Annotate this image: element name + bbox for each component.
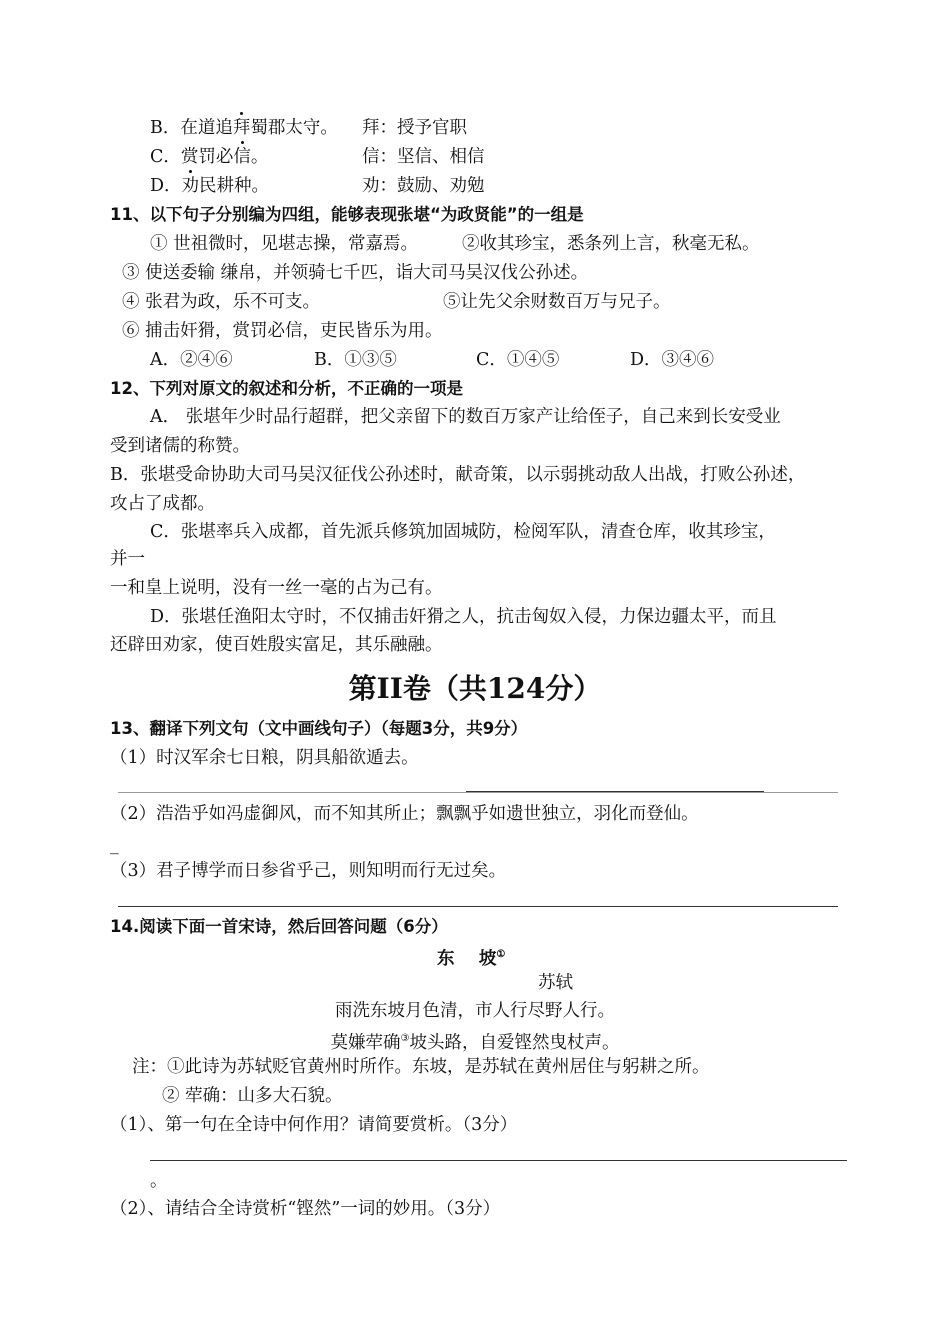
q12-option-c-line1: C．张堪率兵入成都，首先派兵修筑加固城防，检阅军队，清查仓库，收其珍宝， (150, 522, 776, 542)
q11-sentence-3: ③ 使送委输 缣帛，并领骑七千匹，诣大司马吴汉伐公孙述。 (122, 263, 589, 283)
q13-sentence-2: （2）浩浩乎如冯虚御风，而不知其所止；飘飘乎如遗世独立，羽化而登仙。 (110, 804, 699, 824)
q10-d-text-left: D． (150, 176, 182, 196)
poem-line-2-note: ③ (400, 1033, 410, 1044)
poem-author: 苏轼 (538, 973, 573, 993)
q14-subquestion-1-end: 。 (150, 1171, 168, 1191)
q10-b-text-right: 蜀郡太守。 (250, 118, 338, 138)
poem-title-text: 东 坡 (437, 948, 497, 969)
poem-title (437, 944, 505, 970)
answer-line-q14-1[interactable] (150, 1160, 847, 1161)
poem-note-1: 注：①此诗为苏轼贬官黄州时所作。东坡，是苏轼在黄州居住与躬耕之所。 (132, 1057, 710, 1077)
q10-d-emphasis: 劝 (181, 176, 200, 196)
q13-sentence-2-tail: _ (110, 835, 119, 855)
section-title: 第II卷（共124分） (348, 672, 602, 705)
q11-option-b: B．①③⑤ (314, 350, 397, 370)
q11-sentence-4: ④ 张君为政，乐不可支。 (122, 292, 321, 312)
answer-line-1-emphasis (466, 791, 764, 792)
q12-option-d-line2: 还辟田劝家，使百姓殷实富足，其乐融融。 (110, 635, 443, 655)
q13-sentence-1: （1）时汉军余七日粮，阴具船欲遁去。 (110, 748, 419, 768)
q12-option-a-line1: A． 张堪年少时品行超群，把父亲留下的数百万家产让给侄子，自己来到长安受业 (150, 407, 781, 427)
poem-note-2: ② 荦确：山多大石貌。 (162, 1086, 343, 1106)
q10-c-text-left: C．赏罚必 (150, 147, 234, 167)
q14-stem: 14.阅读下面一首宋诗，然后回答问题（6分） (110, 917, 448, 936)
q10-option-b (150, 117, 338, 139)
q12-option-a-line2: 受到诸儒的称赞。 (110, 436, 250, 456)
q14-subquestion-1: （1）、第一句在全诗中何作用？请简要赏析。（3分） (110, 1115, 518, 1135)
q11-sentence-2: ②收其珍宝，悉条列上言，秋毫无私。 (462, 234, 760, 254)
q10-option-d-gloss: 劝：鼓励、劝勉 (362, 176, 485, 196)
q10-option-c-gloss: 信：坚信、相信 (362, 147, 485, 167)
q10-option-c (150, 146, 268, 168)
q11-sentence-5: ⑤让先父余财数百万与兄子。 (443, 292, 671, 312)
q12-option-b-line1: B．张堪受命协助大司马吴汉征伐公孙述时，献奇策，以示弱挑动敌人出战，打败公孙述， (110, 465, 806, 485)
poem-title-note: ① (496, 949, 506, 960)
q12-option-c-line2: 并一 (110, 549, 145, 569)
q13-sentence-3: （3）君子博学而日参省乎己，则知明而行无过矣。 (110, 861, 507, 881)
q10-c-emphasis: 信 (233, 147, 251, 167)
answer-line-1[interactable] (118, 792, 838, 793)
q11-stem: 11、以下句子分别编为四组，能够表现张堪“为政贤能”的一组是 (110, 205, 584, 224)
q12-option-b-line2: 攻占了成都。 (110, 494, 215, 514)
q10-b-emphasis: 拜 (232, 118, 251, 138)
q11-sentence-1: ① 世祖微时，见堪志操，常嘉焉。 (150, 234, 419, 254)
q11-option-a: A．②④⑥ (150, 350, 233, 370)
q10-option-d (150, 175, 269, 197)
q13-stem: 13、翻译下列文句（文中画线句子）（每题3分，共9分） (110, 719, 528, 738)
q11-option-c: C．①④⑤ (476, 350, 560, 370)
poem-line-2-part1: 莫嫌荦确 (330, 1032, 401, 1053)
q12-option-d-line1: D．张堪任渔阳太守时，不仅捕击奸猾之人，抗击匈奴入侵，力保边疆太平，而且 (150, 607, 777, 627)
q10-c-text-right: 。 (250, 147, 269, 167)
q12-stem: 12、下列对原文的叙述和分析，不正确的一项是 (110, 379, 463, 398)
q11-sentence-6: ⑥ 捕击奸猾，赏罚必信，吏民皆乐为用。 (122, 321, 443, 341)
q14-subquestion-2: （2）、请结合全诗赏析“铿然”一词的妙用。（3分） (110, 1199, 501, 1219)
q11-option-d: D．③④⑥ (630, 350, 715, 370)
poem-line-2-part2: 坡头路，自爱铿然曳杖声。 (409, 1032, 620, 1053)
q12-option-c-line3: 一和皇上说明，没有一丝一毫的占为己有。 (110, 578, 443, 598)
poem-line-2 (0, 1028, 950, 1054)
q10-b-text-left: B．在道追 (150, 118, 233, 138)
poem-line-1: 雨洗东坡月色清，市人行尽野人行。 (335, 1001, 615, 1021)
q10-option-b-gloss: 拜：授予官职 (362, 118, 467, 138)
answer-line-3[interactable] (118, 906, 838, 907)
q10-d-text-right: 民耕种。 (199, 176, 270, 196)
